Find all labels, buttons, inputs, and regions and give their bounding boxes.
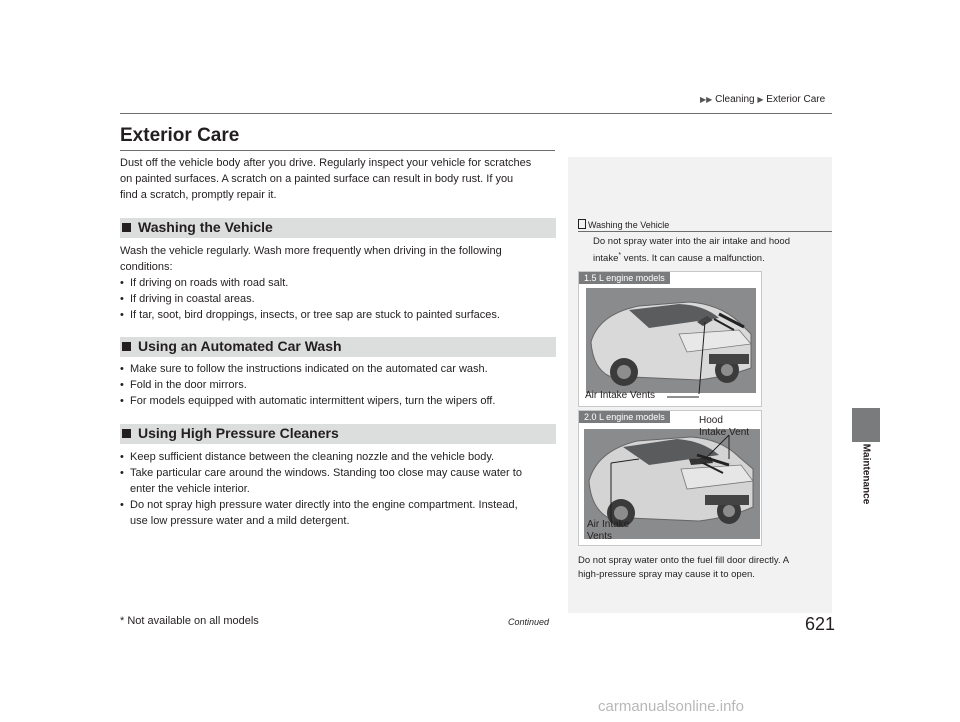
page-title: Exterior Care (120, 125, 240, 146)
list-item-text: Take particular care around the windows. Standing too close may cause water to (130, 467, 522, 479)
section-square-icon (122, 342, 131, 351)
sidebar-note-bottom-text (578, 554, 828, 582)
callout-line: Vents (587, 531, 613, 542)
sidebar-note-heading-text: Washing the Vehicle (588, 220, 670, 230)
section-heading-automated-car-wash (120, 337, 556, 357)
car-illustration-1-5l (579, 272, 761, 406)
intro-line: on painted surfaces. A scratch on a painted surface can result in body rust. If you (120, 173, 514, 185)
section-heading-label: Using High Pressure Cleaners (138, 425, 339, 441)
bullet-list (120, 361, 560, 409)
chapter-tab-label[interactable]: Maintenance (860, 443, 872, 505)
note-line-part: intake (593, 253, 619, 265)
list-item-text: Do not spray high pressure water directly into the engine compartment. Instead, (130, 499, 518, 511)
list-item: • For models equipped with automatic intermittent wipers, turn the wipers off. (120, 393, 560, 409)
body-line: conditions: (120, 261, 173, 273)
footnote-text: * Not available on all models (120, 615, 259, 627)
note-line: Do not spray water into the air intake and hood (593, 236, 790, 247)
callout-air-intake-vents-2 (587, 519, 629, 543)
section-heading-label: Washing the Vehicle (138, 219, 273, 235)
intro-paragraph (120, 155, 558, 203)
intro-line: find a scratch, promptly repair it. (120, 189, 277, 201)
callout-air-intake-vents: Air Intake Vents (585, 390, 656, 401)
car-image-1-5l (578, 271, 762, 407)
footnote-asterisk[interactable]: * (618, 252, 622, 259)
note-line: high-pressure spray may cause it to open. (578, 569, 755, 580)
sidebar-note-text (593, 235, 828, 266)
list-item-continuation: enter the vehicle interior. (130, 483, 250, 495)
list-item: • Make sure to follow the instructions indicated on the automated car wash. (120, 361, 560, 377)
section-heading-washing (120, 218, 556, 238)
bullet-list (120, 449, 560, 529)
breadcrumb-item-exterior-care[interactable]: Exterior Care (766, 94, 826, 105)
callout-hood-intake-vent (699, 415, 749, 439)
header-divider (120, 113, 832, 114)
continued-label: Continued (508, 617, 550, 627)
chapter-tab-marker (852, 408, 880, 442)
image-tag-2-0l: 2.0 L engine models (579, 411, 670, 423)
callout-line: Intake Vent (699, 427, 750, 438)
section-high-pressure-body (120, 449, 560, 529)
car-image-2-0l (578, 410, 762, 546)
sidebar-note-heading (578, 219, 669, 230)
bullet-list (120, 275, 560, 323)
watermark-text: carmanualsonline.info (598, 698, 744, 715)
image-tag-1-5l: 1.5 L engine models (579, 272, 670, 284)
breadcrumb-item-cleaning[interactable]: Cleaning (715, 94, 755, 105)
list-item: • If driving in coastal areas. (120, 291, 560, 307)
list-item-continuation: use low pressure water and a mild detergent. (130, 515, 350, 527)
intro-line: Dust off the vehicle body after you drive. Regularly inspect your vehicle for scratches (120, 157, 532, 169)
body-line: Wash the vehicle regularly. Wash more frequently when driving in the following (120, 245, 502, 257)
list-item: • If driving on roads with road salt. (120, 275, 560, 291)
list-item (120, 465, 560, 497)
list-item: • If tar, soot, bird droppings, insects, or tree sap are stuck to painted surfaces. (120, 307, 560, 323)
section-heading-label: Using an Automated Car Wash (138, 338, 342, 354)
breadcrumb-arrow-icon: ▶▶ (700, 95, 713, 104)
page-number: 621 (805, 614, 836, 634)
note-line: Do not spray water onto the fuel fill door directly. A (578, 555, 790, 566)
breadcrumb-arrow-icon: ▶ (757, 95, 764, 104)
note-line (593, 249, 828, 266)
section-automated-body (120, 361, 560, 409)
list-item (120, 497, 560, 529)
sidebar-note-divider (578, 231, 832, 232)
reference-mark-icon (578, 219, 586, 229)
section-heading-high-pressure (120, 424, 556, 444)
list-item: • Keep sufficient distance between the cleaning nozzle and the vehicle body. (120, 449, 560, 465)
section-washing-body (120, 243, 560, 323)
section-square-icon (122, 223, 131, 232)
callout-line: Hood (699, 415, 723, 426)
breadcrumb (700, 94, 825, 105)
list-item: • Fold in the door mirrors. (120, 377, 560, 393)
callout-line: Air Intake (587, 519, 630, 530)
section-square-icon (122, 429, 131, 438)
title-divider (120, 150, 555, 151)
note-line-part: vents. It can cause a malfunction. (621, 253, 765, 265)
